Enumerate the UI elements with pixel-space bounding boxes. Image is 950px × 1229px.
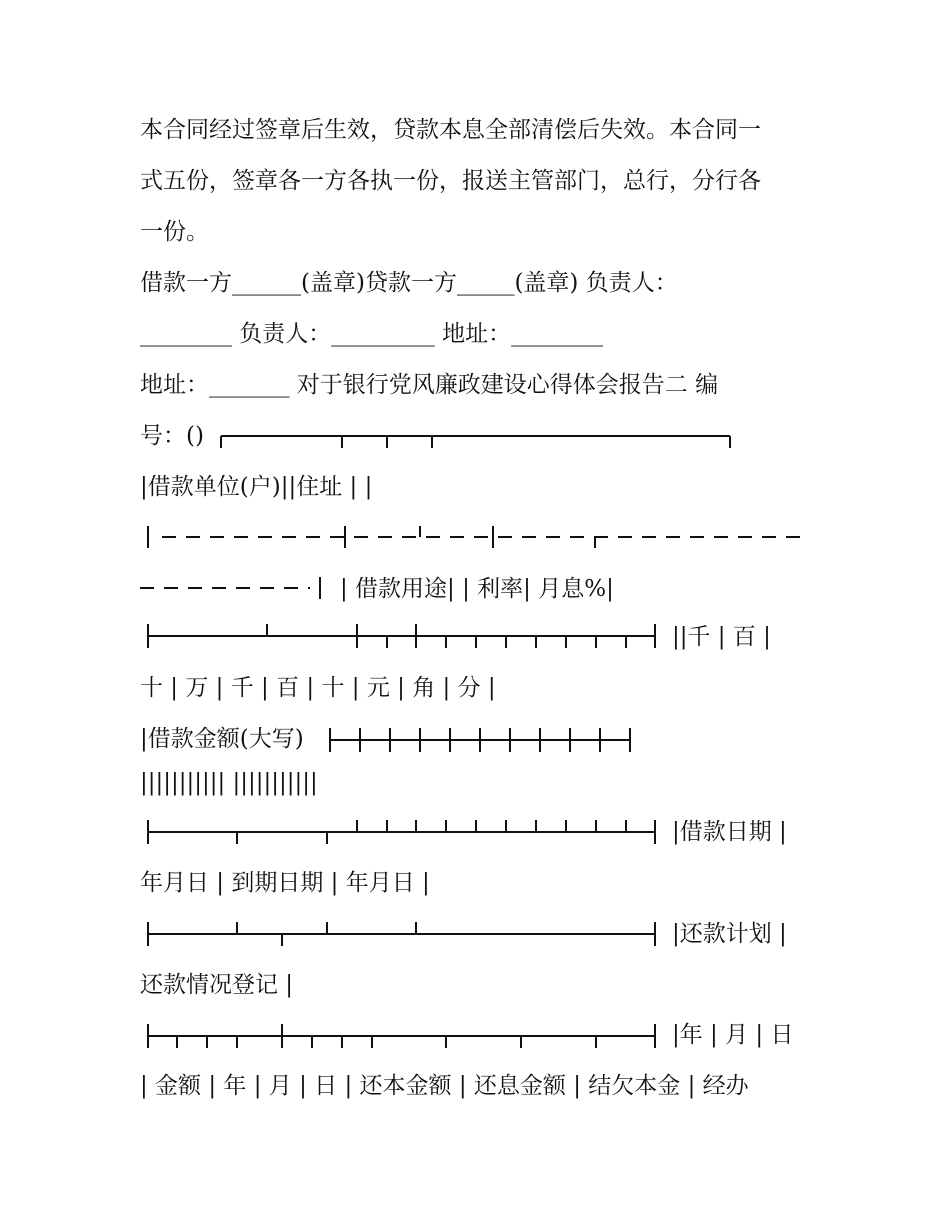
text-line-6: 地址：_______ 对于银行党风廉政建设心得体会报告二 编 [140, 372, 719, 398]
table-row-amount: |借款金额(大写) [140, 726, 304, 752]
table-row-purpose: | 借款用途| | 利率| 月息%| [340, 576, 614, 602]
table-row-vertical-bars: ||||||||||| ||||||||||| [140, 770, 318, 796]
text-line-7: 号：() [140, 423, 204, 449]
table-row-dates: 年月日 | 到期日期 | 年月日 | [140, 870, 430, 896]
text-line-2: 式五份，签章各一方各执一份，报送主管部门，总行，分行各 [140, 168, 761, 194]
table-row-borrower: |借款单位(户)||住址 | | [140, 474, 373, 500]
text-line-4: 借款一方______(盖章)贷款一方_____(盖章) 负责人： [140, 270, 678, 296]
table-header-digits-1: ||千 | 百 | [672, 624, 771, 650]
table-row-repayment-plan: |还款计划 | [672, 921, 787, 947]
text-line-3: 一份。 [140, 219, 209, 245]
text-line-5: ________ 负责人：_________ 地址：________ [140, 321, 604, 347]
table-header-ymd: |年 | 月 | 日 [672, 1022, 794, 1048]
table-header-digits-2: 十 | 万 | 千 | 百 | 十 | 元 | 角 | 分 | [140, 675, 496, 701]
table-header-repayment-columns: | 金额 | 年 | 月 | 日 | 还本金额 | 还息金额 | 结欠本金 | 经办 [140, 1073, 749, 1099]
table-row-repayment-record: 还款情况登记 | [140, 972, 294, 998]
table-row-loan-date: |借款日期 | [672, 819, 787, 845]
text-line-1: 本合同经过签章后生效，贷款本息全部清偿后失效。本合同一 [140, 117, 761, 143]
